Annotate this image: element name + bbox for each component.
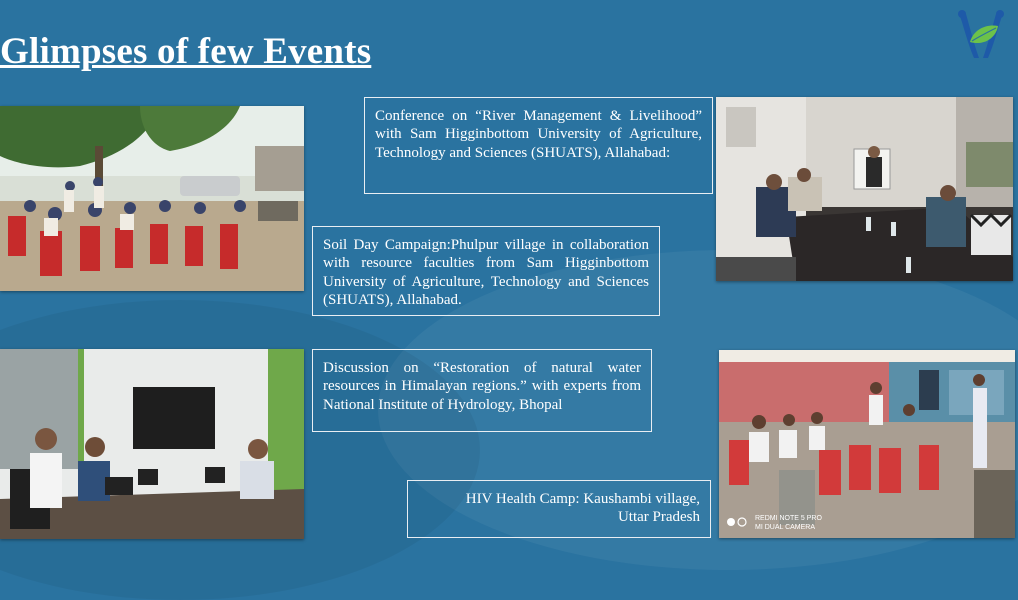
caption-river-management-conference bbox=[364, 97, 713, 194]
photo-soil-day-campaign bbox=[0, 106, 304, 291]
caption-text-line2: Uttar Pradesh bbox=[617, 509, 700, 526]
photo-river-management-conference bbox=[716, 97, 1013, 281]
photo-hiv-health-camp bbox=[719, 350, 1015, 538]
camera-watermark-line2: MI DUAL CAMERA bbox=[755, 524, 816, 531]
caption-text: Discussion on “Restoration of natural water resources in Himalayan regions.” with experts from National Institute of Hydrology, Bhopal bbox=[323, 360, 641, 413]
photo-himalayan-water-discussion bbox=[0, 349, 304, 539]
caption-text: Soil Day Campaign:Phulpur village in collaboration with resource faculties from Sam Higginbottom University of Agriculture, Technology and Sciences (SHUATS), Allahabad. bbox=[323, 237, 649, 309]
caption-text-line1: HIV Health Camp: Kaushambi village, bbox=[465, 491, 700, 507]
caption-soil-day-campaign bbox=[312, 226, 660, 316]
caption-text: Conference on “River Management & Livelihood” with Sam Higginbottom University of Agriculture, Technology and Sciences (SHUATS), Allahabad: bbox=[375, 108, 702, 161]
caption-himalayan-water-discussion bbox=[312, 349, 652, 432]
leaf-hands-logo-icon bbox=[952, 6, 1010, 64]
slide-title: Glimpses of few Events bbox=[0, 31, 372, 72]
caption-hiv-health-camp bbox=[407, 480, 711, 538]
camera-watermark-line1: REDMI NOTE 5 PRO bbox=[755, 515, 822, 522]
